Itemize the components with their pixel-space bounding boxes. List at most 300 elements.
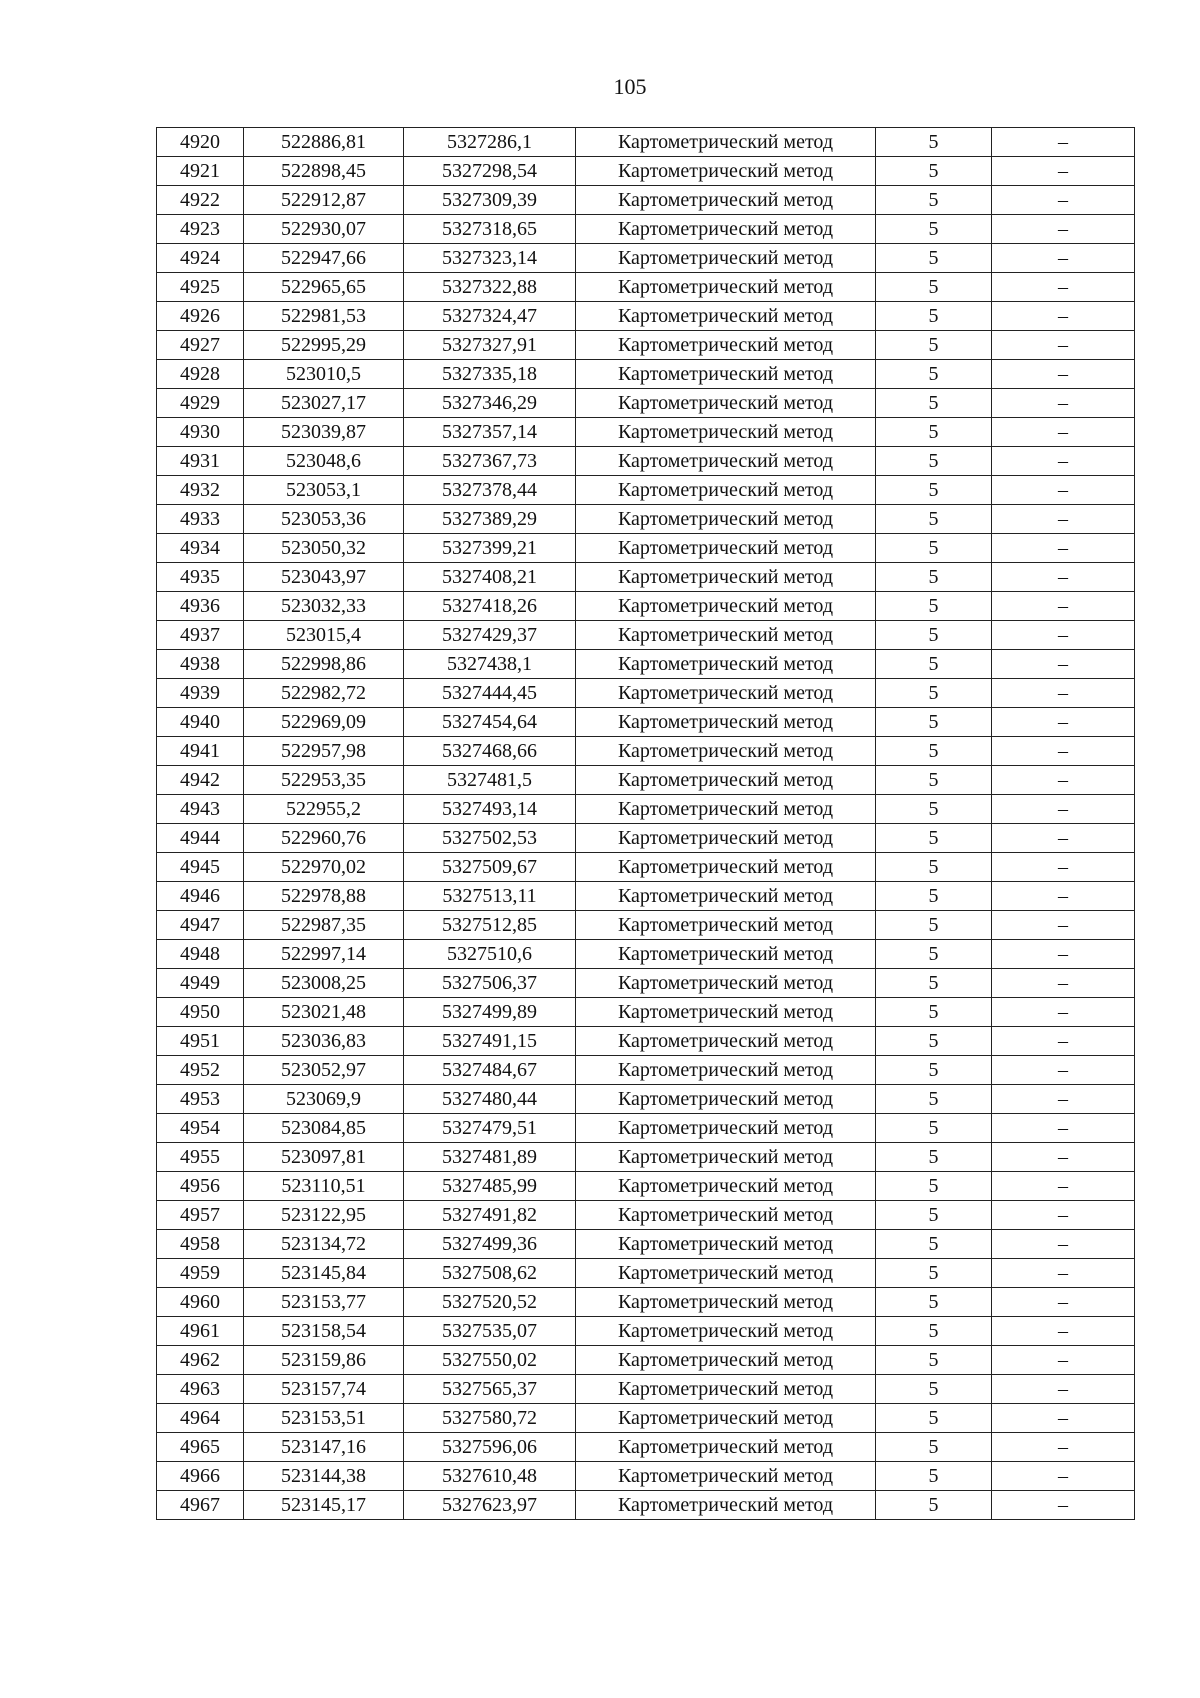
method-cell: Картометрический метод [576, 273, 876, 302]
method-cell: Картометрический метод [576, 563, 876, 592]
description-cell: – [992, 331, 1135, 360]
y-coordinate-cell: 5327535,07 [404, 1317, 576, 1346]
point-number-cell: 4939 [157, 679, 244, 708]
point-number-cell: 4932 [157, 476, 244, 505]
point-number-cell: 4920 [157, 128, 244, 157]
table-row [157, 911, 1135, 940]
description-cell: – [992, 795, 1135, 824]
description-cell: – [992, 737, 1135, 766]
accuracy-cell: 5 [876, 1056, 992, 1085]
description-cell: – [992, 1433, 1135, 1462]
accuracy-cell: 5 [876, 1259, 992, 1288]
point-number-cell: 4935 [157, 563, 244, 592]
method-cell: Картометрический метод [576, 998, 876, 1027]
point-number-cell: 4963 [157, 1375, 244, 1404]
point-number-cell: 4956 [157, 1172, 244, 1201]
table-row [157, 128, 1135, 157]
x-coordinate-cell: 523158,54 [244, 1317, 404, 1346]
table-row [157, 1375, 1135, 1404]
y-coordinate-cell: 5327481,89 [404, 1143, 576, 1172]
accuracy-cell: 5 [876, 592, 992, 621]
description-cell: – [992, 911, 1135, 940]
table-row [157, 1143, 1135, 1172]
accuracy-cell: 5 [876, 1375, 992, 1404]
description-cell: – [992, 969, 1135, 998]
method-cell: Картометрический метод [576, 1404, 876, 1433]
x-coordinate-cell: 522898,45 [244, 157, 404, 186]
table-row [157, 1288, 1135, 1317]
accuracy-cell: 5 [876, 1230, 992, 1259]
description-cell: – [992, 824, 1135, 853]
table-row [157, 708, 1135, 737]
description-cell: – [992, 1114, 1135, 1143]
method-cell: Картометрический метод [576, 708, 876, 737]
description-cell: – [992, 1375, 1135, 1404]
x-coordinate-cell: 523027,17 [244, 389, 404, 418]
x-coordinate-cell: 523157,74 [244, 1375, 404, 1404]
y-coordinate-cell: 5327499,89 [404, 998, 576, 1027]
point-number-cell: 4941 [157, 737, 244, 766]
table-row [157, 186, 1135, 215]
table-row [157, 940, 1135, 969]
method-cell: Картометрический метод [576, 1375, 876, 1404]
table-row [157, 1259, 1135, 1288]
y-coordinate-cell: 5327335,18 [404, 360, 576, 389]
table-row [157, 360, 1135, 389]
description-cell: – [992, 1317, 1135, 1346]
y-coordinate-cell: 5327444,45 [404, 679, 576, 708]
y-coordinate-cell: 5327399,21 [404, 534, 576, 563]
y-coordinate-cell: 5327346,29 [404, 389, 576, 418]
y-coordinate-cell: 5327481,5 [404, 766, 576, 795]
method-cell: Картометрический метод [576, 215, 876, 244]
method-cell: Картометрический метод [576, 244, 876, 273]
method-cell: Картометрический метод [576, 1143, 876, 1172]
method-cell: Картометрический метод [576, 389, 876, 418]
point-number-cell: 4959 [157, 1259, 244, 1288]
accuracy-cell: 5 [876, 331, 992, 360]
description-cell: – [992, 592, 1135, 621]
point-number-cell: 4962 [157, 1346, 244, 1375]
x-coordinate-cell: 522969,09 [244, 708, 404, 737]
y-coordinate-cell: 5327506,37 [404, 969, 576, 998]
accuracy-cell: 5 [876, 1172, 992, 1201]
point-number-cell: 4930 [157, 418, 244, 447]
method-cell: Картометрический метод [576, 1201, 876, 1230]
table-row [157, 1317, 1135, 1346]
table-row [157, 1114, 1135, 1143]
table-row [157, 1462, 1135, 1491]
table-row [157, 1201, 1135, 1230]
table-row [157, 1085, 1135, 1114]
x-coordinate-cell: 522960,76 [244, 824, 404, 853]
accuracy-cell: 5 [876, 795, 992, 824]
y-coordinate-cell: 5327479,51 [404, 1114, 576, 1143]
point-number-cell: 4952 [157, 1056, 244, 1085]
table-row [157, 737, 1135, 766]
accuracy-cell: 5 [876, 621, 992, 650]
y-coordinate-cell: 5327309,39 [404, 186, 576, 215]
point-number-cell: 4948 [157, 940, 244, 969]
method-cell: Картометрический метод [576, 534, 876, 563]
page-number: 105 [613, 74, 647, 99]
description-cell: – [992, 1056, 1135, 1085]
accuracy-cell: 5 [876, 1288, 992, 1317]
y-coordinate-cell: 5327502,53 [404, 824, 576, 853]
description-cell: – [992, 128, 1135, 157]
x-coordinate-cell: 523021,48 [244, 998, 404, 1027]
method-cell: Картометрический метод [576, 940, 876, 969]
point-number-cell: 4921 [157, 157, 244, 186]
point-number-cell: 4958 [157, 1230, 244, 1259]
x-coordinate-cell: 523153,77 [244, 1288, 404, 1317]
description-cell: – [992, 505, 1135, 534]
accuracy-cell: 5 [876, 1404, 992, 1433]
point-number-cell: 4931 [157, 447, 244, 476]
point-number-cell: 4966 [157, 1462, 244, 1491]
description-cell: – [992, 766, 1135, 795]
accuracy-cell: 5 [876, 1027, 992, 1056]
x-coordinate-cell: 522886,81 [244, 128, 404, 157]
x-coordinate-cell: 523159,86 [244, 1346, 404, 1375]
description-cell: – [992, 1172, 1135, 1201]
x-coordinate-cell: 522995,29 [244, 331, 404, 360]
description-cell: – [992, 302, 1135, 331]
accuracy-cell: 5 [876, 1491, 992, 1520]
table-row [157, 969, 1135, 998]
y-coordinate-cell: 5327512,85 [404, 911, 576, 940]
table-row [157, 766, 1135, 795]
point-number-cell: 4954 [157, 1114, 244, 1143]
point-number-cell: 4964 [157, 1404, 244, 1433]
x-coordinate-cell: 522947,66 [244, 244, 404, 273]
method-cell: Картометрический метод [576, 1433, 876, 1462]
y-coordinate-cell: 5327510,6 [404, 940, 576, 969]
y-coordinate-cell: 5327318,65 [404, 215, 576, 244]
y-coordinate-cell: 5327491,82 [404, 1201, 576, 1230]
table-row [157, 215, 1135, 244]
accuracy-cell: 5 [876, 476, 992, 505]
y-coordinate-cell: 5327286,1 [404, 128, 576, 157]
method-cell: Картометрический метод [576, 302, 876, 331]
point-number-cell: 4925 [157, 273, 244, 302]
point-number-cell: 4950 [157, 998, 244, 1027]
method-cell: Картометрический метод [576, 969, 876, 998]
accuracy-cell: 5 [876, 998, 992, 1027]
x-coordinate-cell: 523032,33 [244, 592, 404, 621]
point-number-cell: 4928 [157, 360, 244, 389]
x-coordinate-cell: 523069,9 [244, 1085, 404, 1114]
accuracy-cell: 5 [876, 940, 992, 969]
x-coordinate-cell: 523134,72 [244, 1230, 404, 1259]
point-number-cell: 4929 [157, 389, 244, 418]
description-cell: – [992, 1085, 1135, 1114]
accuracy-cell: 5 [876, 1317, 992, 1346]
point-number-cell: 4943 [157, 795, 244, 824]
description-cell: – [992, 389, 1135, 418]
table-row [157, 157, 1135, 186]
table-row [157, 853, 1135, 882]
method-cell: Картометрический метод [576, 766, 876, 795]
x-coordinate-cell: 523053,36 [244, 505, 404, 534]
accuracy-cell: 5 [876, 389, 992, 418]
table-row [157, 1433, 1135, 1462]
method-cell: Картометрический метод [576, 1056, 876, 1085]
point-number-cell: 4937 [157, 621, 244, 650]
x-coordinate-cell: 522998,86 [244, 650, 404, 679]
accuracy-cell: 5 [876, 418, 992, 447]
method-cell: Картометрический метод [576, 882, 876, 911]
accuracy-cell: 5 [876, 447, 992, 476]
x-coordinate-cell: 523145,84 [244, 1259, 404, 1288]
accuracy-cell: 5 [876, 1201, 992, 1230]
description-cell: – [992, 1346, 1135, 1375]
table-row [157, 998, 1135, 1027]
y-coordinate-cell: 5327323,14 [404, 244, 576, 273]
point-number-cell: 4955 [157, 1143, 244, 1172]
description-cell: – [992, 1201, 1135, 1230]
method-cell: Картометрический метод [576, 911, 876, 940]
y-coordinate-cell: 5327468,66 [404, 737, 576, 766]
point-number-cell: 4938 [157, 650, 244, 679]
point-number-cell: 4965 [157, 1433, 244, 1462]
accuracy-cell: 5 [876, 157, 992, 186]
table-row [157, 244, 1135, 273]
y-coordinate-cell: 5327623,97 [404, 1491, 576, 1520]
point-number-cell: 4940 [157, 708, 244, 737]
method-cell: Картометрический метод [576, 1027, 876, 1056]
description-cell: – [992, 1027, 1135, 1056]
accuracy-cell: 5 [876, 708, 992, 737]
accuracy-cell: 5 [876, 824, 992, 853]
accuracy-cell: 5 [876, 969, 992, 998]
accuracy-cell: 5 [876, 737, 992, 766]
y-coordinate-cell: 5327565,37 [404, 1375, 576, 1404]
accuracy-cell: 5 [876, 1346, 992, 1375]
method-cell: Картометрический метод [576, 824, 876, 853]
description-cell: – [992, 447, 1135, 476]
description-cell: – [992, 1462, 1135, 1491]
accuracy-cell: 5 [876, 911, 992, 940]
description-cell: – [992, 708, 1135, 737]
x-coordinate-cell: 522957,98 [244, 737, 404, 766]
x-coordinate-cell: 522953,35 [244, 766, 404, 795]
method-cell: Картометрический метод [576, 853, 876, 882]
point-number-cell: 4946 [157, 882, 244, 911]
x-coordinate-cell: 523036,83 [244, 1027, 404, 1056]
description-cell: – [992, 998, 1135, 1027]
x-coordinate-cell: 523147,16 [244, 1433, 404, 1462]
table-row [157, 1491, 1135, 1520]
accuracy-cell: 5 [876, 360, 992, 389]
point-number-cell: 4945 [157, 853, 244, 882]
table-row [157, 563, 1135, 592]
method-cell: Картометрический метод [576, 186, 876, 215]
description-cell: – [992, 418, 1135, 447]
method-cell: Картометрический метод [576, 592, 876, 621]
description-cell: – [992, 273, 1135, 302]
method-cell: Картометрический метод [576, 1114, 876, 1143]
description-cell: – [992, 679, 1135, 708]
description-cell: – [992, 563, 1135, 592]
point-number-cell: 4927 [157, 331, 244, 360]
method-cell: Картометрический метод [576, 1462, 876, 1491]
y-coordinate-cell: 5327580,72 [404, 1404, 576, 1433]
method-cell: Картометрический метод [576, 1230, 876, 1259]
y-coordinate-cell: 5327491,15 [404, 1027, 576, 1056]
table-row [157, 1230, 1135, 1259]
x-coordinate-cell: 523048,6 [244, 447, 404, 476]
y-coordinate-cell: 5327367,73 [404, 447, 576, 476]
point-number-cell: 4957 [157, 1201, 244, 1230]
y-coordinate-cell: 5327509,67 [404, 853, 576, 882]
method-cell: Картометрический метод [576, 1317, 876, 1346]
method-cell: Картометрический метод [576, 1085, 876, 1114]
accuracy-cell: 5 [876, 1114, 992, 1143]
y-coordinate-cell: 5327324,47 [404, 302, 576, 331]
table-row [157, 1404, 1135, 1433]
description-cell: – [992, 1491, 1135, 1520]
point-number-cell: 4947 [157, 911, 244, 940]
description-cell: – [992, 157, 1135, 186]
point-number-cell: 4934 [157, 534, 244, 563]
method-cell: Картометрический метод [576, 331, 876, 360]
y-coordinate-cell: 5327418,26 [404, 592, 576, 621]
y-coordinate-cell: 5327408,21 [404, 563, 576, 592]
table-row [157, 447, 1135, 476]
y-coordinate-cell: 5327378,44 [404, 476, 576, 505]
table-row [157, 418, 1135, 447]
accuracy-cell: 5 [876, 273, 992, 302]
x-coordinate-cell: 522930,07 [244, 215, 404, 244]
table-row [157, 621, 1135, 650]
accuracy-cell: 5 [876, 650, 992, 679]
description-cell: – [992, 621, 1135, 650]
method-cell: Картометрический метод [576, 1172, 876, 1201]
x-coordinate-cell: 522970,02 [244, 853, 404, 882]
accuracy-cell: 5 [876, 244, 992, 273]
x-coordinate-cell: 523122,95 [244, 1201, 404, 1230]
x-coordinate-cell: 522981,53 [244, 302, 404, 331]
x-coordinate-cell: 523010,5 [244, 360, 404, 389]
description-cell: – [992, 244, 1135, 273]
point-number-cell: 4924 [157, 244, 244, 273]
point-number-cell: 4926 [157, 302, 244, 331]
y-coordinate-cell: 5327322,88 [404, 273, 576, 302]
y-coordinate-cell: 5327480,44 [404, 1085, 576, 1114]
point-number-cell: 4953 [157, 1085, 244, 1114]
point-number-cell: 4944 [157, 824, 244, 853]
description-cell: – [992, 1288, 1135, 1317]
y-coordinate-cell: 5327357,14 [404, 418, 576, 447]
x-coordinate-cell: 523097,81 [244, 1143, 404, 1172]
method-cell: Картометрический метод [576, 737, 876, 766]
y-coordinate-cell: 5327520,52 [404, 1288, 576, 1317]
description-cell: – [992, 940, 1135, 969]
description-cell: – [992, 853, 1135, 882]
x-coordinate-cell: 523084,85 [244, 1114, 404, 1143]
table-row [157, 1346, 1135, 1375]
y-coordinate-cell: 5327454,64 [404, 708, 576, 737]
table-row [157, 824, 1135, 853]
table-row [157, 795, 1135, 824]
description-cell: – [992, 1259, 1135, 1288]
accuracy-cell: 5 [876, 1433, 992, 1462]
x-coordinate-cell: 522997,14 [244, 940, 404, 969]
table-row [157, 505, 1135, 534]
accuracy-cell: 5 [876, 882, 992, 911]
table-row [157, 679, 1135, 708]
accuracy-cell: 5 [876, 563, 992, 592]
point-number-cell: 4960 [157, 1288, 244, 1317]
x-coordinate-cell: 523008,25 [244, 969, 404, 998]
method-cell: Картометрический метод [576, 447, 876, 476]
y-coordinate-cell: 5327550,02 [404, 1346, 576, 1375]
accuracy-cell: 5 [876, 679, 992, 708]
method-cell: Картометрический метод [576, 650, 876, 679]
accuracy-cell: 5 [876, 215, 992, 244]
point-number-cell: 4936 [157, 592, 244, 621]
y-coordinate-cell: 5327610,48 [404, 1462, 576, 1491]
method-cell: Картометрический метод [576, 360, 876, 389]
method-cell: Картометрический метод [576, 128, 876, 157]
description-cell: – [992, 1230, 1135, 1259]
x-coordinate-cell: 523050,32 [244, 534, 404, 563]
table-row [157, 650, 1135, 679]
y-coordinate-cell: 5327298,54 [404, 157, 576, 186]
y-coordinate-cell: 5327493,14 [404, 795, 576, 824]
point-number-cell: 4933 [157, 505, 244, 534]
method-cell: Картометрический метод [576, 1346, 876, 1375]
y-coordinate-cell: 5327513,11 [404, 882, 576, 911]
x-coordinate-cell: 523053,1 [244, 476, 404, 505]
table-row [157, 476, 1135, 505]
table-row [157, 273, 1135, 302]
table-row [157, 882, 1135, 911]
table-row [157, 302, 1135, 331]
x-coordinate-cell: 522955,2 [244, 795, 404, 824]
method-cell: Картометрический метод [576, 1259, 876, 1288]
table-row [157, 534, 1135, 563]
y-coordinate-cell: 5327429,37 [404, 621, 576, 650]
table-row [157, 592, 1135, 621]
description-cell: – [992, 476, 1135, 505]
point-number-cell: 4923 [157, 215, 244, 244]
point-number-cell: 4922 [157, 186, 244, 215]
point-number-cell: 4942 [157, 766, 244, 795]
table-row [157, 1172, 1135, 1201]
y-coordinate-cell: 5327484,67 [404, 1056, 576, 1085]
table-row [157, 1027, 1135, 1056]
method-cell: Картометрический метод [576, 795, 876, 824]
x-coordinate-cell: 523145,17 [244, 1491, 404, 1520]
method-cell: Картометрический метод [576, 476, 876, 505]
coordinates-table [156, 127, 1135, 1520]
accuracy-cell: 5 [876, 853, 992, 882]
accuracy-cell: 5 [876, 302, 992, 331]
accuracy-cell: 5 [876, 1462, 992, 1491]
x-coordinate-cell: 523015,4 [244, 621, 404, 650]
coordinates-table-body [157, 128, 1135, 1520]
description-cell: – [992, 215, 1135, 244]
method-cell: Картометрический метод [576, 1288, 876, 1317]
x-coordinate-cell: 522982,72 [244, 679, 404, 708]
description-cell: – [992, 360, 1135, 389]
description-cell: – [992, 882, 1135, 911]
x-coordinate-cell: 522965,65 [244, 273, 404, 302]
accuracy-cell: 5 [876, 186, 992, 215]
point-number-cell: 4951 [157, 1027, 244, 1056]
